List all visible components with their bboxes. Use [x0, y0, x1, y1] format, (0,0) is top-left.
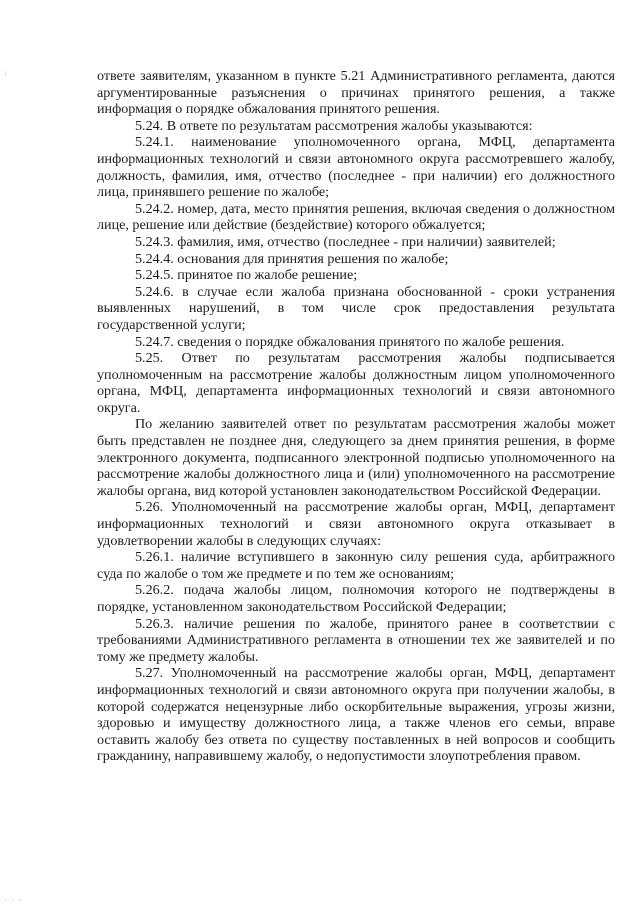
paragraph-electronic-response: По желанию заявителей ответ по результатам рассмотрения жалобы может быть представлен не позднее дня, следующего за днем принятия решения, в форме электронного документа, подписанного электронной подписью уполномоченного на рассмотрение жалобы должностного лица и (или) уполномоченного на рассмотрение жалобы органа, вид которой установлен законодательством Российской Федерации.	[97, 416, 615, 499]
margin-marks: :	[4, 70, 8, 77]
paragraph-5-24-1: 5.24.1. наименование уполномоченного органа, МФЦ, департамента информационных технологий и связи автономного округа рассмотревшего жалобу, должность, фамилия, имя, отчество (последнее - при наличии) его должностного лица, принявшего решение по жалобе;	[97, 134, 615, 201]
paragraph-5-24-5: 5.24.5. принятое по жалобе решение;	[135, 267, 358, 284]
paragraph-5-26-3: 5.26.3. наличие решения по жалобе, принятого ранее в соответствии с требованиями Административного регламента в отношении тех же заявителей и по тому же предмету жалобы.	[97, 615, 615, 665]
paragraph-5-24: 5.24. В ответе по результатам рассмотрения жалобы указываются:	[135, 117, 533, 134]
paragraph-continuation: ответе заявителям, указанном в пункте 5.21 Административного регламента, даются аргументированные разъяснения о причинах принятого решения, а также информация о порядке обжалования принятого решения.	[97, 68, 615, 118]
document-body	[97, 68, 615, 765]
paragraph-5-24-7: 5.24.7. сведения о порядке обжалования принятого по жалобе решения.	[135, 333, 565, 350]
paragraph-5-26-2: 5.26.2. подача жалобы лицом, полномочия которого не подтверждены в порядке, установленном законодательством Российской Федерации;	[97, 582, 615, 615]
paragraph-5-24-6: 5.24.6. в случае если жалоба признана обоснованной - сроки устранения выявленных нарушений, в том числе срок предоставления результата государственной услуги;	[97, 283, 615, 333]
paragraph-5-24-3: 5.24.3. фамилия, имя, отчество (последнее - при наличии) заявителей;	[135, 233, 556, 250]
paragraph-5-27: 5.27. Уполномоченный на рассмотрение жалобы орган, МФЦ, департамент информационных технологий и связи автономного округа при получении жалобы, в которой содержатся нецензурные либо оскорбительные выражения, угрозы жизни, здоровью и имуществу должностного лица, а также членов его семьи, вправе оставить жалобу без ответа по существу поставленных в ней вопросов и сообщить гражданину, направившему жалобу, о недопустимости злоупотребления правом.	[97, 665, 615, 765]
paragraph-5-24-2: 5.24.2. номер, дата, место принятия решения, включая сведения о должностном лице, решение или действие (бездействие) которого обжалуется;	[97, 200, 615, 234]
bottom-marks: . . .	[4, 896, 23, 903]
paragraph-5-24-4: 5.24.4. основания для принятия решения по жалобе;	[135, 250, 449, 267]
paragraph-5-26-1: 5.26.1. наличие вступившего в законную силу решения суда, арбитражного суда по жалобе о том же предмете и по тем же основаниям;	[97, 549, 615, 582]
paragraph-5-25: 5.25. Ответ по результатам рассмотрения жалобы подписывается уполномоченным на рассмотрение жалобы должностным лицом уполномоченного органа, МФЦ, департамента информационных технологий и связи автономного округа.	[97, 350, 615, 416]
paragraph-5-26: 5.26. Уполномоченный на рассмотрение жалобы орган, МФЦ, департамент информационных технологий и связи автономного округа отказывает в удовлетворении жалобы в следующих случаях:	[97, 499, 615, 549]
